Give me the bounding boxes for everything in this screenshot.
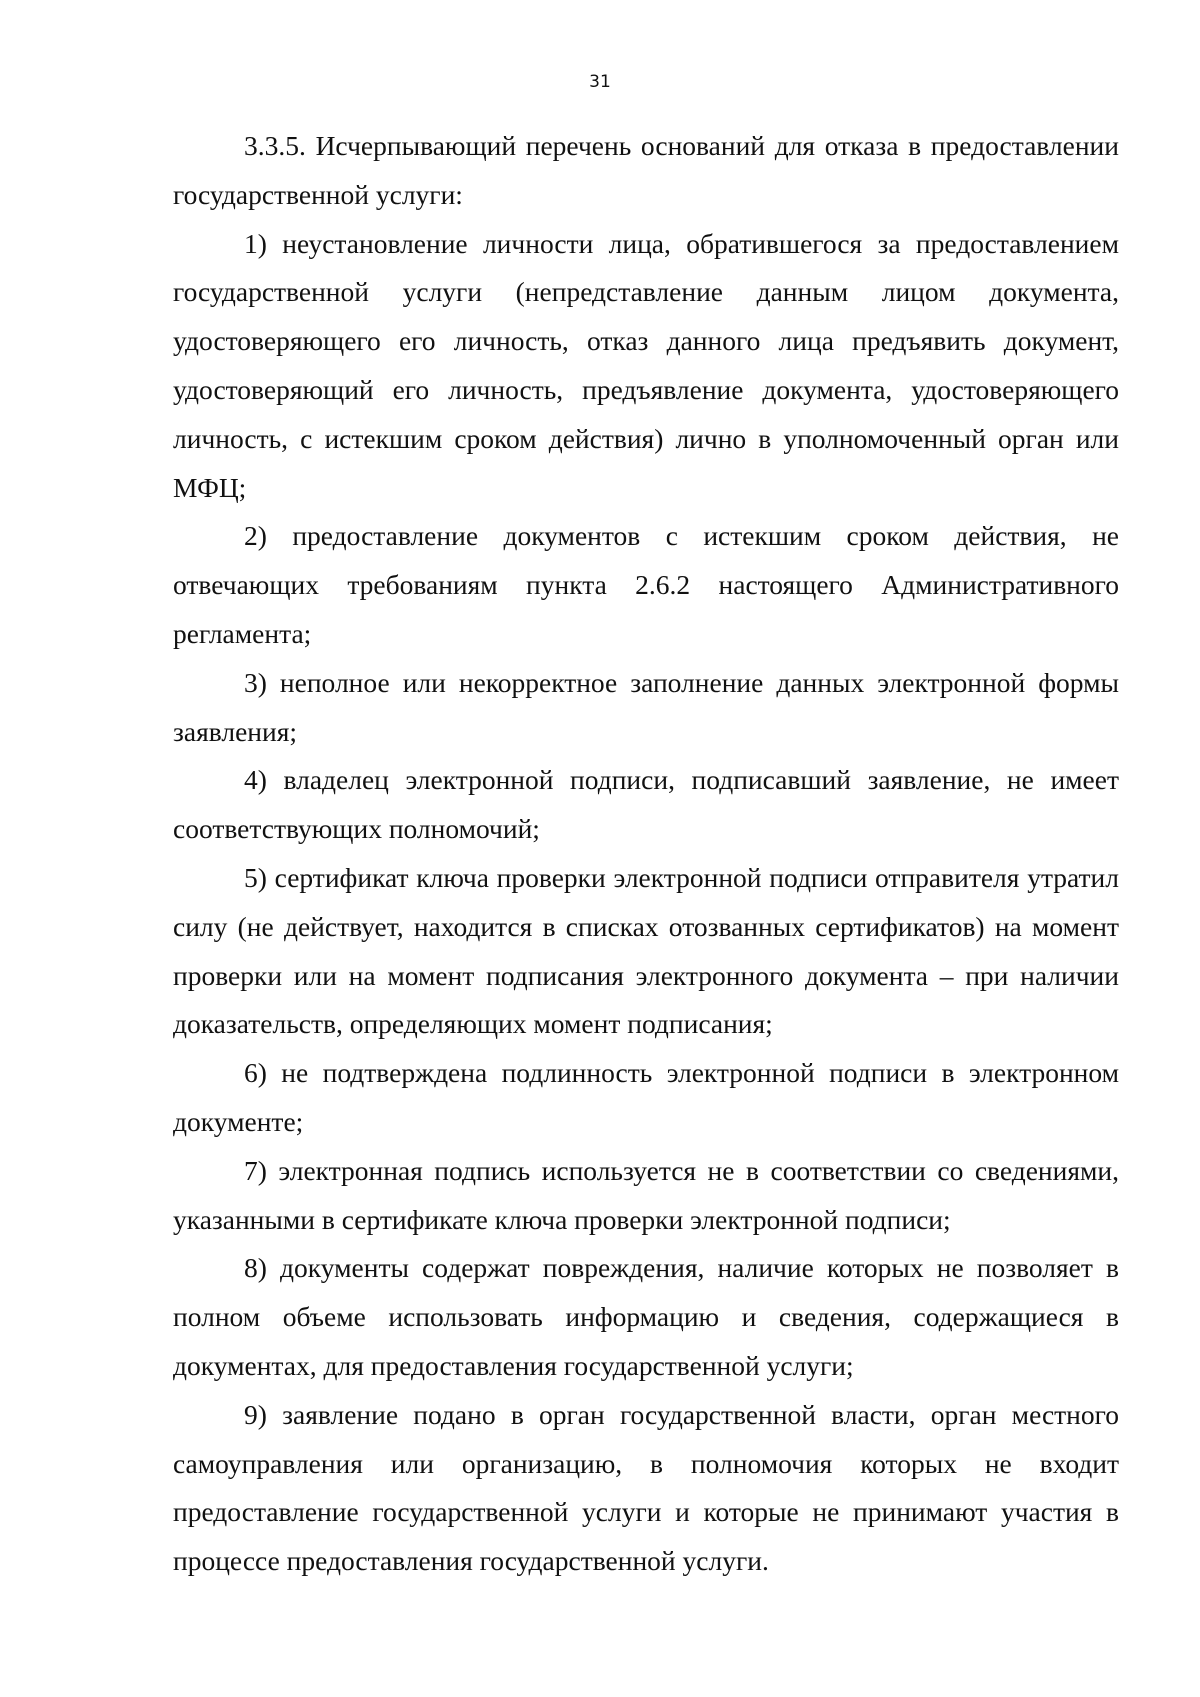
page-number: 31 bbox=[589, 72, 611, 92]
section-heading-paragraph: 3.3.5. Исчерпывающий перечень оснований для отказа в предоставлении государственной услуги: bbox=[173, 130, 1119, 210]
list-item-3: 3) неполное или некорректное заполнение данных электронной формы заявления; bbox=[173, 666, 1119, 747]
list-item-6: 6) не подтверждена подлинность электронной подписи в электронном документе; bbox=[173, 1057, 1119, 1137]
list-item-5: 5) сертификат ключа проверки электронной подписи отправителя утратил силу (не действует, находится в списках отозванных сертификатов) на момент проверки или на момент подписания электронного документа – при наличии доказательств, определяющих момент подписания; bbox=[173, 861, 1119, 1040]
list-item-9: 9) заявление подано в орган государственной власти, орган местного самоуправления или организацию, в полномочия которых не входит предоставление государственной услуги и которые не принимают участия в процессе предоставления государственной услуги. bbox=[173, 1398, 1119, 1577]
list-item-8: 8) документы содержат повреждения, наличие которых не позволяет в полном объеме использовать информацию и сведения, содержащиеся в документах, для предоставления государственной услуги; bbox=[173, 1252, 1119, 1381]
list-item-2: 2) предоставление документов с истекшим сроком действия, не отвечающих требованиям пункта 2.6.2 настоящего Административного регламента; bbox=[173, 520, 1119, 649]
list-item-4: 4) владелец электронной подписи, подписавший заявление, не имеет соответствующих полномочий; bbox=[173, 764, 1119, 845]
list-item-7: 7) электронная подпись используется не в соответствии со сведениями, указанными в сертификате ключа проверки электронной подписи; bbox=[173, 1154, 1119, 1235]
list-item-1: 1) неустановление личности лица, обратившегося за предоставлением государственной услуги (непредставление данным лицом документа, удостоверяющего его личность, отказ данного лица предъявить документ, удостоверяющий его личность, предъявление документа, удостоверяющего личность, с истекшим сроком действия) лично в уполномоченный орган или МФЦ; bbox=[173, 227, 1119, 503]
document-body bbox=[173, 122, 1119, 1586]
